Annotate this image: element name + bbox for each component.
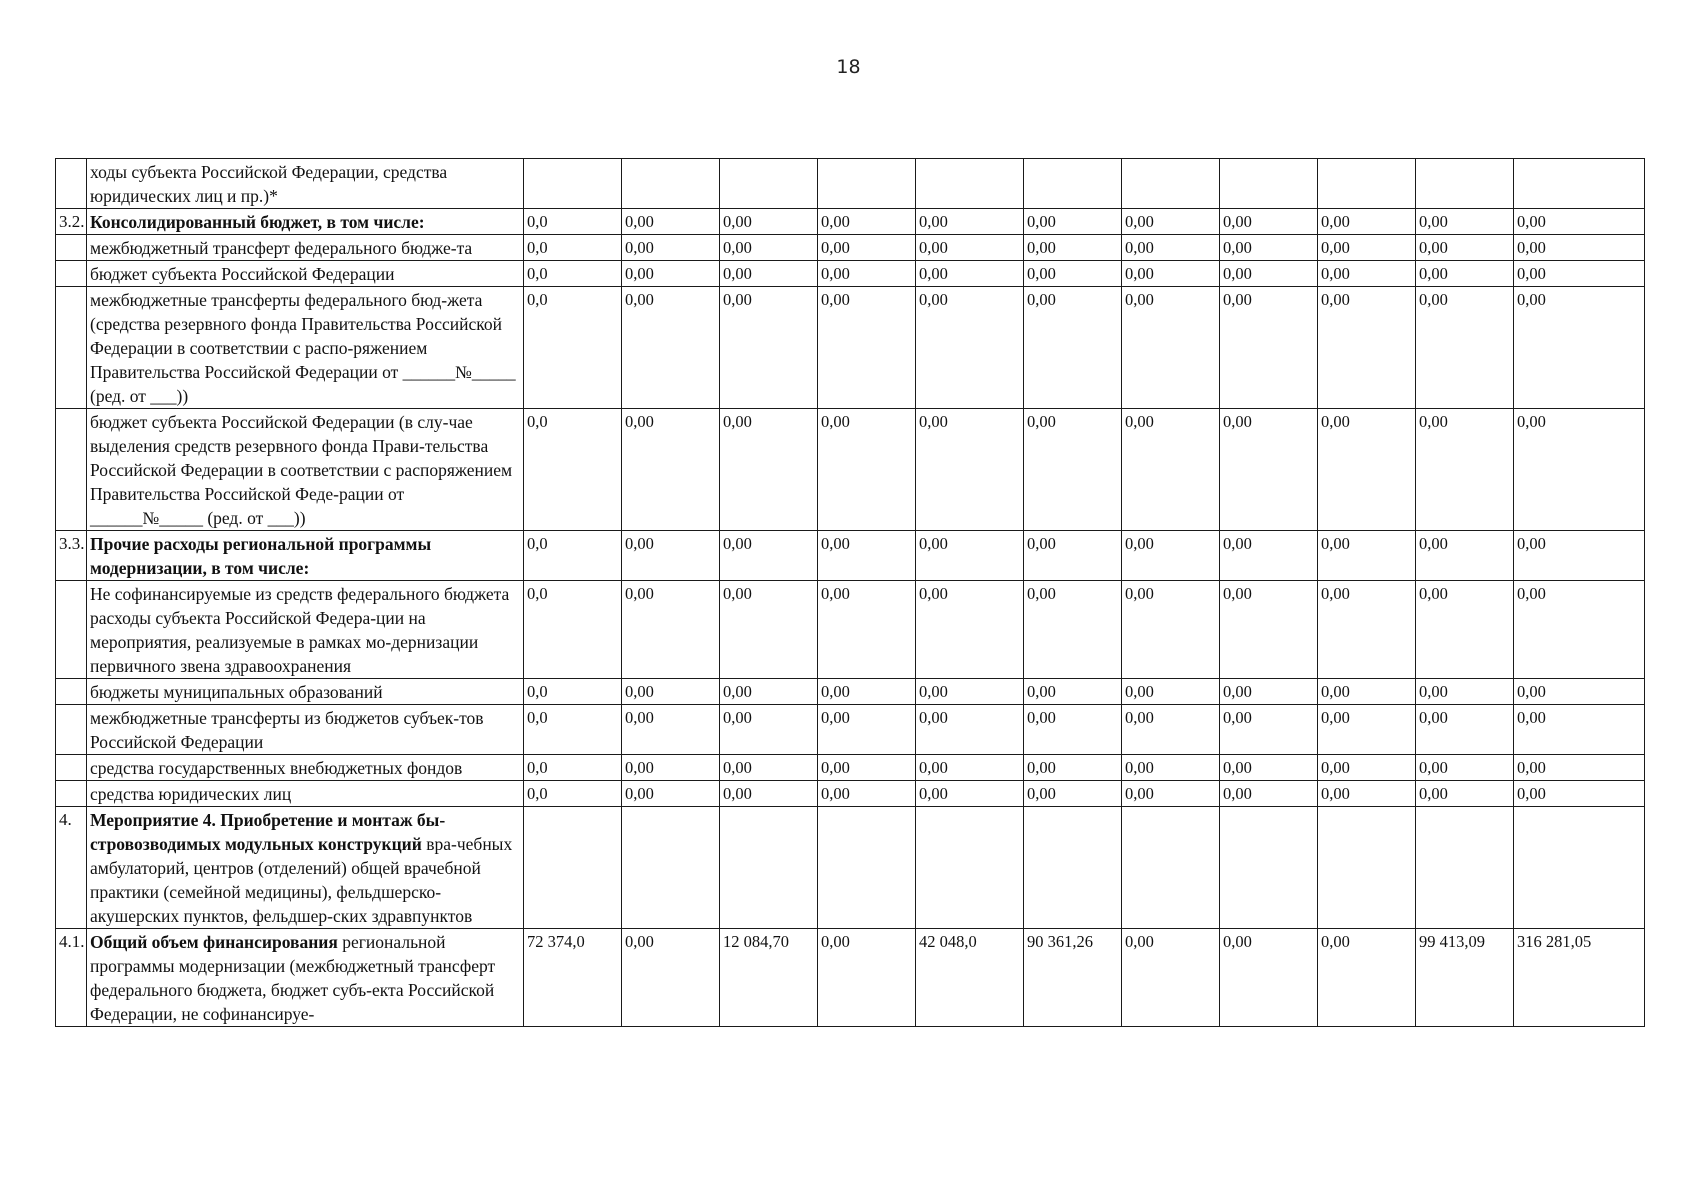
row-description-cell [87,531,524,581]
value-cell: 0,00 [622,209,720,235]
description-text: межбюджетные трансферты из бюджетов субъек-тов Российской Федерации [90,708,484,752]
value-cell: 90 361,26 [1024,929,1122,1027]
value-cell: 0,00 [1318,755,1416,781]
row-description-cell [87,781,524,807]
table-row [56,409,1645,531]
row-description-cell [87,409,524,531]
description-text: бюджеты муниципальных образований [90,682,383,702]
value-cell: 0,00 [1024,581,1122,679]
row-number-cell [56,261,87,287]
value-cell: 0,00 [1024,409,1122,531]
value-cell [1220,807,1318,929]
value-cell: 0,00 [1024,287,1122,409]
row-number-cell: 4.1. [56,929,87,1027]
value-cell: 0,00 [916,781,1024,807]
value-cell: 0,00 [916,705,1024,755]
value-cell: 0,00 [1514,531,1645,581]
value-cell: 0,00 [1024,705,1122,755]
table-row [56,705,1645,755]
value-cell: 0,00 [1416,781,1514,807]
value-cell: 0,00 [916,755,1024,781]
value-cell: 0,00 [1318,781,1416,807]
table-row [56,287,1645,409]
value-cell: 0,00 [1220,679,1318,705]
value-cell: 0,00 [1416,581,1514,679]
row-description-cell [87,929,524,1027]
value-cell: 0,00 [1220,235,1318,261]
page-number: 18 [836,56,861,78]
value-cell: 0,00 [622,531,720,581]
value-cell: 0,00 [1024,679,1122,705]
value-cell: 0,00 [818,209,916,235]
row-description-cell [87,581,524,679]
value-cell: 0,00 [622,679,720,705]
value-cell: 0,00 [1514,287,1645,409]
value-cell: 0,00 [720,705,818,755]
value-cell: 0,0 [524,705,622,755]
row-number-cell: 3.2. [56,209,87,235]
row-number-cell [56,159,87,209]
value-cell: 0,00 [818,235,916,261]
value-cell: 0,00 [1318,705,1416,755]
value-cell [1220,159,1318,209]
value-cell: 0,00 [1220,531,1318,581]
value-cell [622,807,720,929]
row-number-cell: 4. [56,807,87,929]
value-cell: 0,00 [1122,531,1220,581]
value-cell: 0,00 [1220,287,1318,409]
value-cell: 0,00 [720,755,818,781]
value-cell: 0,00 [622,235,720,261]
value-cell: 0,00 [1220,929,1318,1027]
value-cell: 0,00 [818,531,916,581]
value-cell [818,159,916,209]
value-cell: 0,00 [1220,409,1318,531]
value-cell: 0,00 [1318,209,1416,235]
value-cell: 0,00 [1122,581,1220,679]
description-heading: Прочие расходы региональной программы модернизации, в том числе: [90,534,432,578]
table-row [56,929,1645,1027]
description-text: межбюджетный трансферт федерального бюдже-та [90,238,473,258]
value-cell: 0,0 [524,781,622,807]
value-cell: 0,00 [1220,781,1318,807]
value-cell: 0,00 [720,261,818,287]
description-text: средства юридических лиц [90,784,292,804]
value-cell [720,807,818,929]
table-row [56,581,1645,679]
description-text: Не софинансируемые из средств федерального бюджета расходы субъекта Российской Федера-ции на мероприятия, реализуемые в рамках мо-дернизации первичного звена здравоохранения [90,584,510,676]
row-description-cell [87,705,524,755]
value-cell: 0,00 [818,679,916,705]
value-cell: 0,00 [1514,261,1645,287]
row-number-cell [56,581,87,679]
value-cell: 0,00 [818,781,916,807]
row-description-cell [87,287,524,409]
value-cell: 0,00 [1318,261,1416,287]
value-cell [1416,807,1514,929]
value-cell: 0,00 [720,531,818,581]
value-cell [1318,807,1416,929]
value-cell: 0,00 [1220,209,1318,235]
row-number-cell [56,287,87,409]
value-cell: 0,0 [524,409,622,531]
value-cell: 0,00 [1318,581,1416,679]
value-cell [1514,159,1645,209]
value-cell: 0,00 [1318,235,1416,261]
value-cell [1024,807,1122,929]
value-cell: 0,00 [1318,929,1416,1027]
table-row [56,531,1645,581]
value-cell: 0,00 [916,409,1024,531]
value-cell: 0,00 [1024,209,1122,235]
value-cell: 72 374,0 [524,929,622,1027]
value-cell: 0,0 [524,581,622,679]
value-cell: 0,00 [1318,409,1416,531]
value-cell: 0,00 [1318,531,1416,581]
row-number-cell [56,409,87,531]
value-cell: 0,00 [1514,581,1645,679]
value-cell: 0,00 [1024,261,1122,287]
value-cell: 0,00 [818,409,916,531]
row-number-cell [56,679,87,705]
value-cell: 0,00 [1220,755,1318,781]
row-number-cell [56,235,87,261]
value-cell: 0,00 [1122,929,1220,1027]
description-heading: Общий объем финансирования [90,932,338,952]
value-cell: 0,00 [1122,781,1220,807]
value-cell: 0,00 [1416,409,1514,531]
value-cell: 0,00 [720,209,818,235]
value-cell: 0,00 [916,531,1024,581]
value-cell: 0,00 [1318,287,1416,409]
value-cell: 0,00 [720,781,818,807]
value-cell: 0,00 [1416,235,1514,261]
value-cell: 0,00 [1024,531,1122,581]
value-cell: 0,00 [1416,261,1514,287]
description-heading: Мероприятие 4. Приобретение и монтаж бы-стровозводимых модульных конструкций [90,810,446,854]
value-cell: 0,00 [1514,705,1645,755]
value-cell: 0,00 [1220,581,1318,679]
value-cell: 42 048,0 [916,929,1024,1027]
value-cell: 0,00 [1122,755,1220,781]
value-cell: 0,00 [916,209,1024,235]
table-row [56,679,1645,705]
table-row [56,235,1645,261]
value-cell: 0,00 [818,261,916,287]
description-heading: Консолидированный бюджет, в том числе: [90,212,425,232]
row-description-cell [87,261,524,287]
value-cell: 0,00 [622,287,720,409]
table-row [56,261,1645,287]
row-number-cell: 3.3. [56,531,87,581]
description-text: вра-чебных амбулаторий, центров (отделений) общей врачебной практики (семейной медицины), фельдшерско-акушерских пунктов, фельдшер-ских здравпунктов [90,834,513,926]
value-cell: 99 413,09 [1416,929,1514,1027]
value-cell: 0,00 [1514,209,1645,235]
value-cell: 0,00 [818,929,916,1027]
value-cell: 0,00 [1220,261,1318,287]
financing-table [55,158,1645,1027]
value-cell: 0,00 [720,235,818,261]
value-cell: 0,00 [1416,209,1514,235]
value-cell [1514,807,1645,929]
value-cell: 0,0 [524,287,622,409]
value-cell: 0,00 [720,581,818,679]
value-cell: 0,00 [916,235,1024,261]
value-cell [720,159,818,209]
value-cell: 0,00 [1416,531,1514,581]
value-cell [1122,159,1220,209]
value-cell: 12 084,70 [720,929,818,1027]
value-cell: 0,0 [524,235,622,261]
value-cell: 0,00 [916,261,1024,287]
value-cell: 0,00 [1514,679,1645,705]
description-text: бюджет субъекта Российской Федерации [90,264,395,284]
value-cell: 0,00 [1416,679,1514,705]
row-number-cell [56,781,87,807]
value-cell: 0,00 [1122,679,1220,705]
value-cell: 0,00 [622,581,720,679]
value-cell [916,159,1024,209]
description-text: межбюджетные трансферты федерального бюд-жета (средства резервного фонда Правительства Российской Федерации в соответствии с распо-ряжением Правительства Российской Федерации от ______№_____ (ред. от ___)) [90,290,516,406]
description-text: бюджет субъекта Российской Федерации (в слу-чае выделения средств резервного фонда Прави-тельства Российской Федерации в соответствии с распоряжением Правительства Российской Феде-рации от ______№_____ (ред. от ___)) [90,412,513,528]
value-cell [1416,159,1514,209]
value-cell: 0,00 [622,781,720,807]
value-cell: 0,00 [622,409,720,531]
value-cell: 0,00 [1416,705,1514,755]
value-cell: 0,00 [1024,235,1122,261]
table-row [56,781,1645,807]
value-cell: 0,00 [720,287,818,409]
row-number-cell [56,705,87,755]
value-cell: 0,00 [720,409,818,531]
value-cell [1122,807,1220,929]
value-cell: 316 281,05 [1514,929,1645,1027]
value-cell [818,807,916,929]
value-cell: 0,00 [916,581,1024,679]
row-description-cell [87,209,524,235]
value-cell: 0,00 [818,287,916,409]
value-cell: 0,00 [1514,755,1645,781]
value-cell: 0,00 [916,287,1024,409]
row-description-cell [87,235,524,261]
value-cell: 0,0 [524,679,622,705]
value-cell [1318,159,1416,209]
value-cell [524,807,622,929]
row-description-cell [87,679,524,705]
value-cell [622,159,720,209]
value-cell: 0,00 [1024,781,1122,807]
value-cell: 0,00 [1318,679,1416,705]
value-cell [916,807,1024,929]
value-cell: 0,00 [818,581,916,679]
value-cell: 0,0 [524,755,622,781]
description-text: региональной программы модернизации (межбюджетный трансферт федерального бюджета, бюджет субъ-екта Российской Федерации, не софинансируе- [90,932,496,1024]
row-description-cell [87,807,524,929]
value-cell: 0,00 [1514,409,1645,531]
table-row [56,755,1645,781]
value-cell: 0,0 [524,531,622,581]
value-cell: 0,00 [1416,287,1514,409]
value-cell: 0,00 [1122,287,1220,409]
row-description-cell [87,159,524,209]
value-cell: 0,00 [1024,755,1122,781]
value-cell: 0,00 [1122,409,1220,531]
value-cell: 0,00 [1122,261,1220,287]
table-body [56,159,1645,1027]
value-cell: 0,0 [524,209,622,235]
value-cell: 0,00 [1122,235,1220,261]
table-row [56,209,1645,235]
row-number-cell [56,755,87,781]
value-cell: 0,00 [1514,235,1645,261]
description-text: ходы субъекта Российской Федерации, средства юридических лиц и пр.)* [90,162,448,206]
value-cell: 0,00 [818,755,916,781]
table-row [56,807,1645,929]
value-cell: 0,00 [1220,705,1318,755]
row-description-cell [87,755,524,781]
value-cell: 0,00 [1122,209,1220,235]
value-cell: 0,00 [1122,705,1220,755]
value-cell: 0,00 [818,705,916,755]
value-cell: 0,00 [720,679,818,705]
value-cell: 0,00 [622,929,720,1027]
description-text: средства государственных внебюджетных фондов [90,758,463,778]
value-cell [1024,159,1122,209]
value-cell: 0,00 [622,755,720,781]
value-cell: 0,00 [622,261,720,287]
value-cell [524,159,622,209]
value-cell: 0,00 [1514,781,1645,807]
value-cell: 0,00 [916,679,1024,705]
value-cell: 0,0 [524,261,622,287]
table-row [56,159,1645,209]
value-cell: 0,00 [1416,755,1514,781]
value-cell: 0,00 [622,705,720,755]
